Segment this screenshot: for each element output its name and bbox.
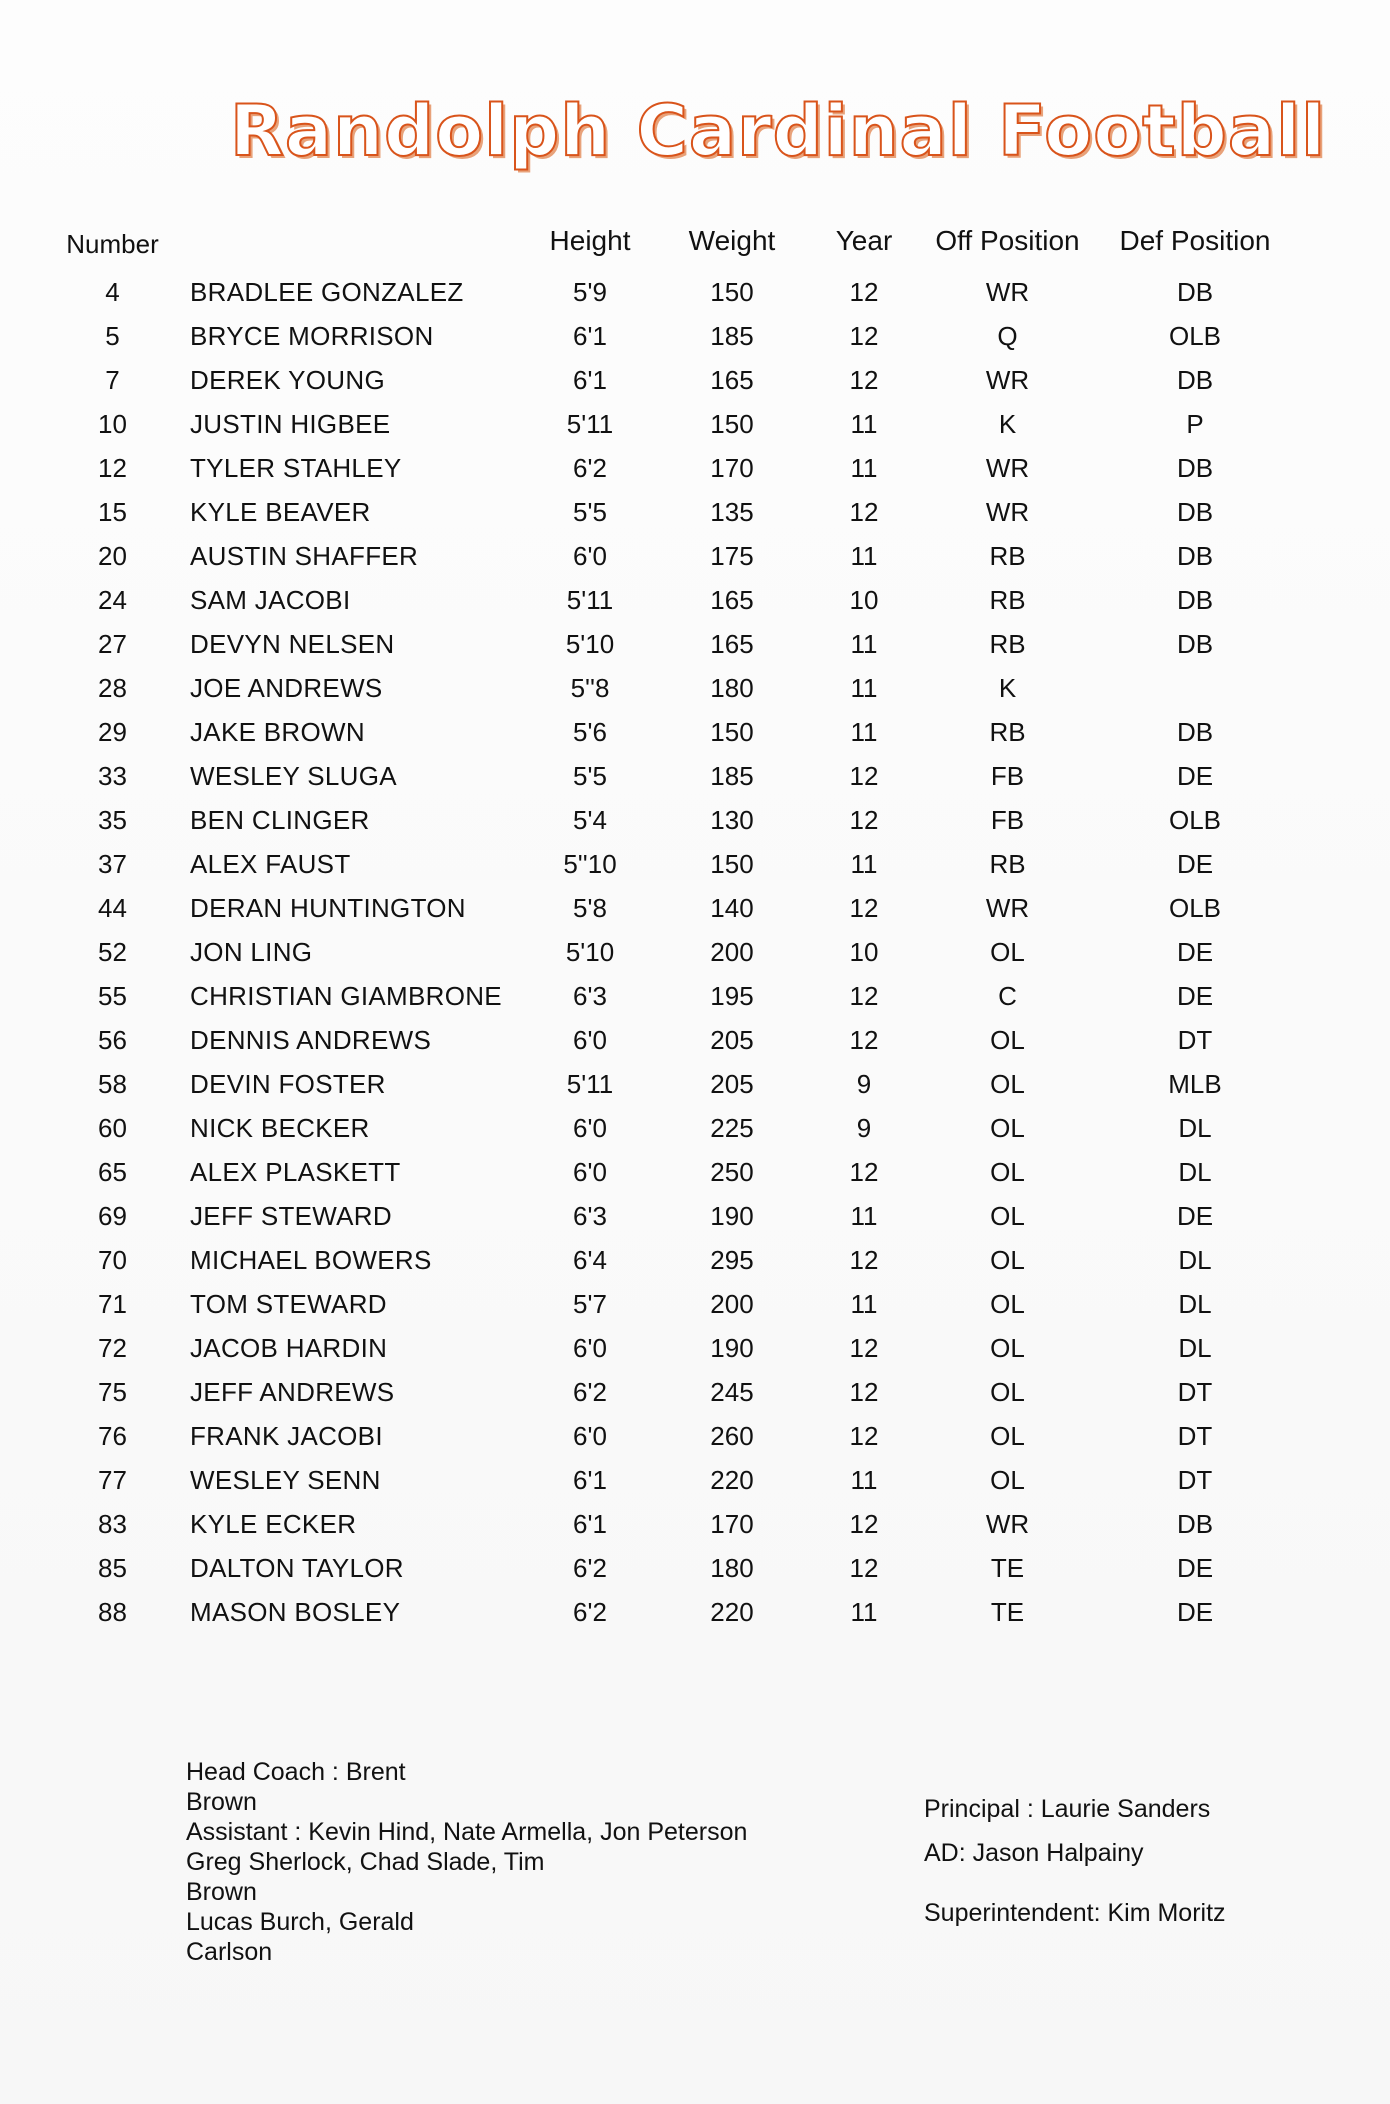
player-year: 9: [856, 1113, 872, 1143]
player-off-position: K: [998, 409, 1017, 439]
assistant-line4: Lucas Burch, Gerald: [186, 1908, 414, 1936]
player-def-position: DB: [1176, 629, 1214, 659]
player-def-position: OLB: [1168, 893, 1222, 923]
player-number: 58: [98, 1069, 127, 1099]
player-off-position: WR: [985, 365, 1030, 395]
player-height: 6'4: [573, 1245, 607, 1275]
table-row: [0, 1289, 1390, 1333]
player-year: 11: [850, 1465, 878, 1495]
player-height: 6'2: [573, 1377, 607, 1407]
player-height: 6'1: [573, 1509, 607, 1539]
player-number: 44: [98, 893, 127, 923]
player-height: 6'2: [573, 453, 607, 483]
head-coach-line2: Brown: [186, 1788, 257, 1816]
header-weight: Weight: [688, 225, 776, 256]
player-year: 11: [850, 409, 878, 439]
player-weight: 195: [710, 981, 754, 1011]
player-weight: 200: [710, 1289, 754, 1319]
roster-table: [0, 225, 1390, 1641]
table-row: [0, 761, 1390, 805]
player-weight: 150: [710, 849, 754, 879]
player-weight: 150: [710, 277, 754, 307]
player-def-position: DB: [1176, 585, 1214, 615]
superintendent: Superintendent: Kim Moritz: [924, 1899, 1226, 1927]
player-weight: 225: [710, 1113, 754, 1143]
player-year: 12: [849, 981, 879, 1011]
table-row: [0, 849, 1390, 893]
player-year: 12: [849, 1377, 879, 1407]
player-height: 6'0: [573, 1113, 607, 1143]
player-off-position: TE: [990, 1597, 1025, 1627]
table-row: [0, 1597, 1390, 1641]
table-row: [0, 497, 1390, 541]
player-off-position: OL: [990, 1025, 1025, 1055]
player-height: 5'6: [573, 717, 607, 747]
player-name: JEFF STEWARD: [190, 1201, 392, 1231]
player-year: 11: [850, 629, 878, 659]
player-name: NICK BECKER: [190, 1113, 370, 1143]
player-year: 12: [849, 1509, 879, 1539]
player-number: 28: [98, 673, 127, 703]
player-height: 5'10: [565, 629, 615, 659]
player-def-position: DB: [1176, 497, 1214, 527]
player-def-position: DT: [1177, 1465, 1213, 1495]
player-weight: 295: [710, 1245, 754, 1275]
player-year: 11: [850, 541, 878, 571]
player-number: 5: [105, 321, 120, 351]
principal: Principal : Laurie Sanders: [924, 1795, 1211, 1823]
player-def-position: P: [1186, 409, 1204, 439]
player-number: 88: [98, 1597, 127, 1627]
player-off-position: WR: [985, 497, 1030, 527]
player-off-position: FB: [990, 761, 1025, 791]
player-weight: 185: [710, 321, 754, 351]
player-number: 20: [98, 541, 127, 571]
assistant-line5: Carlson: [186, 1938, 273, 1966]
player-height: 6'0: [573, 1333, 607, 1363]
player-name: ALEX PLASKETT: [190, 1157, 401, 1187]
player-height: 5'5: [573, 761, 607, 791]
player-off-position: RB: [989, 717, 1026, 747]
page-title: Randolph Cardinal Football: [230, 90, 1327, 172]
player-off-position: OL: [990, 1333, 1025, 1363]
player-def-position: DL: [1178, 1113, 1212, 1143]
player-name: DEREK YOUNG: [190, 365, 385, 395]
player-height: 5'7: [573, 1289, 607, 1319]
player-year: 11: [850, 717, 878, 747]
player-off-position: WR: [985, 1509, 1030, 1539]
player-weight: 135: [710, 497, 754, 527]
table-row: [0, 1157, 1390, 1201]
table-row: [0, 453, 1390, 497]
player-number: 76: [98, 1421, 127, 1451]
player-off-position: OL: [990, 1069, 1025, 1099]
table-row: [0, 409, 1390, 453]
table-row: [0, 629, 1390, 673]
player-def-position: MLB: [1168, 1069, 1222, 1099]
player-off-position: FB: [990, 805, 1025, 835]
player-height: 5''8: [570, 673, 610, 703]
player-number: 7: [105, 365, 120, 395]
player-def-position: DT: [1177, 1421, 1213, 1451]
player-weight: 245: [710, 1377, 754, 1407]
player-height: 6'0: [573, 1421, 607, 1451]
player-height: 5'5: [573, 497, 607, 527]
player-off-position: K: [998, 673, 1017, 703]
player-off-position: RB: [989, 849, 1026, 879]
player-year: 11: [850, 849, 878, 879]
player-def-position: DE: [1176, 1597, 1214, 1627]
player-year: 12: [849, 365, 879, 395]
player-def-position: OLB: [1168, 321, 1222, 351]
player-name: DALTON TAYLOR: [190, 1553, 404, 1583]
player-name: SAM JACOBI: [190, 585, 351, 615]
roster-body: [0, 277, 1390, 1641]
player-weight: 220: [710, 1597, 754, 1627]
player-name: TOM STEWARD: [190, 1289, 387, 1319]
player-height: 5'11: [566, 1069, 614, 1099]
player-def-position: DB: [1176, 453, 1214, 483]
player-year: 12: [849, 1025, 879, 1055]
assistant-line1: Assistant : Kevin Hind, Nate Armella, Jon Peterson: [186, 1818, 748, 1846]
player-year: 9: [856, 1069, 872, 1099]
player-number: 55: [98, 981, 127, 1011]
player-off-position: OL: [990, 937, 1025, 967]
player-weight: 200: [710, 937, 754, 967]
player-def-position: DE: [1176, 849, 1214, 879]
player-def-position: DB: [1176, 365, 1214, 395]
player-off-position: TE: [990, 1553, 1025, 1583]
player-number: 85: [98, 1553, 127, 1583]
player-weight: 180: [710, 1553, 754, 1583]
player-height: 6'0: [573, 1157, 607, 1187]
table-row: [0, 1113, 1390, 1157]
player-number: 70: [98, 1245, 127, 1275]
player-def-position: DT: [1177, 1377, 1213, 1407]
player-name: JEFF ANDREWS: [190, 1377, 395, 1407]
player-number: 29: [98, 717, 127, 747]
table-row: [0, 541, 1390, 585]
player-weight: 180: [710, 673, 754, 703]
player-def-position: DB: [1176, 541, 1214, 571]
player-number: 52: [98, 937, 127, 967]
player-weight: 140: [710, 893, 754, 923]
player-off-position: OL: [990, 1113, 1025, 1143]
player-year: 11: [850, 1201, 878, 1231]
player-height: 6'3: [573, 1201, 607, 1231]
player-height: 6'1: [573, 365, 607, 395]
table-row: [0, 1465, 1390, 1509]
player-name: DEVYN NELSEN: [190, 629, 395, 659]
player-year: 12: [849, 1157, 879, 1187]
athletic-director: AD: Jason Halpainy: [924, 1839, 1144, 1867]
player-number: 56: [98, 1025, 127, 1055]
player-name: JAKE BROWN: [190, 717, 365, 747]
player-height: 6'3: [573, 981, 607, 1011]
header-height: Height: [549, 225, 631, 256]
player-name: BRYCE MORRISON: [190, 321, 434, 351]
table-row: [0, 321, 1390, 365]
player-off-position: OL: [990, 1377, 1025, 1407]
player-year: 12: [849, 761, 879, 791]
table-row: [0, 981, 1390, 1025]
player-weight: 170: [710, 453, 754, 483]
player-def-position: DL: [1178, 1157, 1212, 1187]
player-off-position: WR: [985, 453, 1030, 483]
assistant-line3: Brown: [186, 1878, 257, 1906]
player-weight: 175: [710, 541, 754, 571]
player-year: 12: [849, 893, 879, 923]
table-row: [0, 717, 1390, 761]
player-def-position: DE: [1176, 761, 1214, 791]
player-weight: 220: [710, 1465, 754, 1495]
player-name: FRANK JACOBI: [190, 1421, 383, 1451]
player-year: 12: [849, 1421, 879, 1451]
table-row: [0, 1069, 1390, 1113]
table-row: [0, 585, 1390, 629]
player-off-position: WR: [985, 277, 1030, 307]
player-name: MICHAEL BOWERS: [190, 1245, 432, 1275]
player-number: 4: [105, 277, 120, 307]
player-weight: 185: [710, 761, 754, 791]
player-off-position: OL: [990, 1289, 1025, 1319]
player-def-position: DB: [1176, 277, 1214, 307]
player-def-position: DL: [1178, 1245, 1212, 1275]
player-weight: 130: [710, 805, 754, 835]
player-height: 6'0: [573, 1025, 607, 1055]
player-weight: 165: [710, 585, 754, 615]
player-number: 24: [98, 585, 127, 615]
player-number: 60: [98, 1113, 127, 1143]
player-weight: 150: [710, 409, 754, 439]
player-name: AUSTIN SHAFFER: [190, 541, 419, 571]
player-off-position: RB: [989, 541, 1026, 571]
player-height: 5'10: [565, 937, 615, 967]
player-number: 75: [98, 1377, 127, 1407]
header-year: Year: [835, 225, 893, 256]
player-name: WESLEY SLUGA: [190, 761, 397, 791]
player-name: DEVIN FOSTER: [190, 1069, 386, 1099]
player-name: ALEX FAUST: [190, 849, 351, 879]
table-row: [0, 893, 1390, 937]
player-weight: 205: [710, 1025, 754, 1055]
player-def-position: DE: [1176, 981, 1214, 1011]
player-name: BRADLEE GONZALEZ: [190, 277, 464, 307]
player-name: JACOB HARDIN: [190, 1333, 388, 1363]
table-row: [0, 1333, 1390, 1377]
player-number: 33: [98, 761, 127, 791]
player-off-position: OL: [990, 1421, 1025, 1451]
player-number: 15: [98, 497, 127, 527]
player-off-position: OL: [990, 1245, 1025, 1275]
header-off-position: Off Position: [935, 225, 1080, 256]
player-name: DERAN HUNTINGTON: [190, 893, 466, 923]
player-off-position: C: [998, 981, 1017, 1011]
player-number: 10: [98, 409, 127, 439]
player-def-position: DT: [1177, 1025, 1213, 1055]
player-name: CHRISTIAN GIAMBRONE: [190, 981, 502, 1011]
player-name: JON LING: [190, 937, 313, 967]
player-def-position: DB: [1176, 1509, 1214, 1539]
player-number: 72: [98, 1333, 127, 1363]
player-number: 65: [98, 1157, 127, 1187]
player-def-position: OLB: [1168, 805, 1222, 835]
header-def-position: Def Position: [1119, 225, 1271, 256]
player-off-position: OL: [990, 1201, 1025, 1231]
assistant-line2: Greg Sherlock, Chad Slade, Tim: [186, 1848, 545, 1876]
table-row: [0, 805, 1390, 849]
player-weight: 190: [710, 1333, 754, 1363]
table-row: [0, 1377, 1390, 1421]
player-weight: 165: [710, 629, 754, 659]
player-height: 5'4: [573, 805, 607, 835]
player-def-position: DE: [1176, 1553, 1214, 1583]
player-height: 6'1: [573, 321, 607, 351]
player-year: 10: [849, 937, 879, 967]
table-row: [0, 673, 1390, 717]
player-name: WESLEY SENN: [190, 1465, 381, 1495]
player-def-position: DE: [1176, 1201, 1214, 1231]
player-year: 12: [849, 1333, 879, 1363]
header-number: Number: [66, 229, 159, 259]
player-number: 12: [98, 453, 127, 483]
player-year: 11: [850, 453, 878, 483]
player-name: MASON BOSLEY: [190, 1597, 401, 1627]
table-row: [0, 1245, 1390, 1289]
player-weight: 190: [710, 1201, 754, 1231]
player-off-position: RB: [989, 585, 1026, 615]
table-row: [0, 1025, 1390, 1069]
player-year: 12: [849, 321, 879, 351]
player-year: 10: [849, 585, 879, 615]
player-off-position: OL: [990, 1465, 1025, 1495]
player-height: 6'1: [573, 1465, 607, 1495]
player-def-position: DB: [1176, 717, 1214, 747]
player-year: 11: [850, 1289, 878, 1319]
table-row: [0, 1553, 1390, 1597]
player-height: 6'0: [573, 541, 607, 571]
player-number: 77: [98, 1465, 127, 1495]
head-coach-line1: Head Coach : Brent: [186, 1758, 406, 1786]
player-off-position: OL: [990, 1157, 1025, 1187]
player-year: 12: [849, 277, 879, 307]
player-height: 5'11: [566, 585, 614, 615]
player-number: 37: [98, 849, 127, 879]
player-year: 11: [850, 673, 878, 703]
table-row: [0, 1509, 1390, 1553]
player-name: KYLE BEAVER: [190, 497, 371, 527]
player-name: JOE ANDREWS: [190, 673, 383, 703]
administration: [924, 1794, 1344, 1928]
player-def-position: DE: [1176, 937, 1214, 967]
table-row: [0, 1201, 1390, 1245]
player-weight: 260: [710, 1421, 754, 1451]
player-height: 5''10: [563, 849, 617, 879]
player-year: 12: [849, 497, 879, 527]
player-name: JUSTIN HIGBEE: [190, 409, 391, 439]
player-weight: 250: [710, 1157, 754, 1187]
player-number: 71: [98, 1289, 127, 1319]
player-number: 69: [98, 1201, 127, 1231]
player-height: 5'9: [573, 277, 607, 307]
player-height: 6'2: [573, 1597, 607, 1627]
player-weight: 170: [710, 1509, 754, 1539]
player-year: 12: [849, 805, 879, 835]
player-number: 27: [98, 629, 127, 659]
player-weight: 205: [710, 1069, 754, 1099]
player-height: 5'11: [566, 409, 614, 439]
player-name: DENNIS ANDREWS: [190, 1025, 432, 1055]
player-name: BEN CLINGER: [190, 805, 370, 835]
player-off-position: Q: [997, 321, 1018, 351]
player-year: 12: [849, 1245, 879, 1275]
player-year: 12: [849, 1553, 879, 1583]
player-year: 11: [850, 1597, 878, 1627]
player-def-position: DL: [1178, 1289, 1212, 1319]
player-number: 35: [98, 805, 127, 835]
player-name: TYLER STAHLEY: [190, 453, 402, 483]
player-height: 6'2: [573, 1553, 607, 1583]
player-off-position: RB: [989, 629, 1026, 659]
player-weight: 165: [710, 365, 754, 395]
table-row: [0, 365, 1390, 409]
player-def-position: DL: [1178, 1333, 1212, 1363]
player-name: KYLE ECKER: [190, 1509, 357, 1539]
roster-header-row: [0, 225, 1390, 277]
table-row: [0, 277, 1390, 321]
coaching-staff: [186, 1757, 826, 1967]
table-row: [0, 937, 1390, 981]
player-weight: 150: [710, 717, 754, 747]
player-off-position: WR: [985, 893, 1030, 923]
player-height: 5'8: [573, 893, 607, 923]
player-number: 83: [98, 1509, 127, 1539]
table-row: [0, 1421, 1390, 1465]
